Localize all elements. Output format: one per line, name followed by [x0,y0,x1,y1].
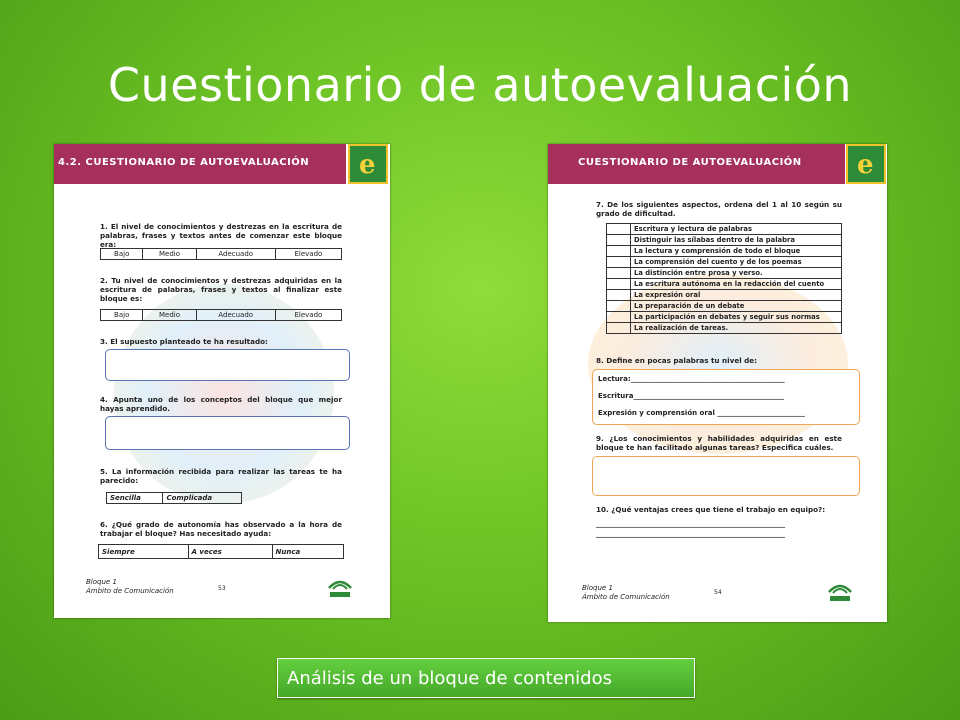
q9-answer-box[interactable] [592,456,860,496]
left-questionnaire-page [54,144,390,618]
q2-option[interactable]: Medio [143,310,196,321]
q4-answer-box[interactable] [105,416,350,450]
q1-option[interactable]: Bajo [101,249,143,260]
q10-answer-line[interactable]: ______________________________________________________ [596,520,785,528]
e-logo-icon: e [846,144,886,184]
writing-level-field[interactable]: Escritura___________________________________________ [598,392,784,400]
page-banner: CUESTIONARIO DE AUTOEVALUACIÓN [548,144,845,184]
e-logo-icon: e [348,144,388,184]
page-number: 54 [714,589,722,596]
ranking-item: La realización de tareas. [631,323,842,334]
ranking-item: La comprensión del cuento y de los poemas [631,257,842,268]
bottom-button-label: Análisis de un bloque de contenidos [287,668,612,689]
footer-area: Ámbito de Comunicación [86,587,174,595]
question-6: 6. ¿Qué grado de autonomía has observado a la hora de trabajar el bloque? Has necesitado ayuda: [100,520,342,538]
junta-andalucia-logo-icon [326,574,354,600]
rank-cell[interactable] [607,279,631,290]
q3-answer-box[interactable] [105,349,350,381]
q1-options-table [100,248,342,260]
reading-level-field[interactable]: Lectura:____________________________________________ [598,375,785,383]
question-4: 4. Apunta uno de los conceptos del bloque que mejor hayas aprendido. [100,395,342,413]
footer-area: Ámbito de Comunicación [582,593,670,601]
right-questionnaire-page [548,144,887,622]
q5-option[interactable]: Complicada [163,493,242,504]
question-8: 8. Define en pocas palabras tu nivel de: [596,356,758,365]
content-block-analysis-button[interactable] [277,658,695,698]
ranking-item: Escritura y lectura de palabras [631,224,842,235]
page-footer [86,578,174,596]
rank-cell[interactable] [607,290,631,301]
ranking-item: La participación en debates y seguir sus normas [631,312,842,323]
q2-option[interactable]: Adecuado [196,310,275,321]
question-7: 7. De los siguientes aspectos, ordena del 1 al 10 según su grado de dificultad. [596,200,842,218]
ranking-item: La escritura autónoma en la redacción del cuento [631,279,842,290]
question-5: 5. La información recibida para realizar las tareas te ha parecido: [100,467,342,485]
footer-block: Bloque 1 [86,578,117,586]
rank-cell[interactable] [607,268,631,279]
footer-block: Bloque 1 [582,584,613,592]
q6-option[interactable]: Siempre [99,545,189,559]
q1-option[interactable]: Elevado [275,249,341,260]
question-9: 9. ¿Los conocimientos y habilidades adquiridas en este bloque te han facilitado algunas tareas? Especifica cuáles. [596,434,842,452]
rank-cell[interactable] [607,257,631,268]
junta-andalucia-logo-icon [826,578,854,604]
oral-expression-field[interactable]: Expresión y comprensión oral _________________________ [598,409,805,417]
ranking-item: Distinguir las sílabas dentro de la palabra [631,235,842,246]
q6-options-table [98,544,344,559]
q8-answer-box [592,369,860,425]
rank-cell[interactable] [607,224,631,235]
q2-options-table [100,309,342,321]
question-2: 2. Tu nivel de conocimientos y destrezas adquiridas en la escritura de palabras, frases y textos al finalizar este bloque es: [100,276,342,303]
q10-answer-line[interactable]: ______________________________________________________ [596,530,785,538]
question-10: 10. ¿Qué ventajas crees que tiene el trabajo en equipo?: [596,505,826,514]
question-1: 1. El nivel de conocimientos y destrezas en la escritura de palabras, frases y textos antes de comenzar este bloque era: [100,222,342,249]
ranking-item: La preparación de un debate [631,301,842,312]
q2-option[interactable]: Elevado [275,310,341,321]
rank-cell[interactable] [607,235,631,246]
rank-cell[interactable] [607,246,631,257]
q6-option[interactable]: A veces [188,545,272,559]
q1-option[interactable]: Adecuado [196,249,275,260]
rank-cell[interactable] [607,323,631,334]
ranking-item: La expresión oral [631,290,842,301]
ranking-item: La lectura y comprensión de todo el bloque [631,246,842,257]
q5-options-table [106,492,242,504]
q5-option[interactable]: Sencilla [107,493,163,504]
q6-option[interactable]: Nunca [272,545,344,559]
q2-option[interactable]: Bajo [101,310,143,321]
q1-option[interactable]: Medio [143,249,196,260]
rank-cell[interactable] [607,312,631,323]
q7-ranking-table [606,223,842,334]
ranking-item: La distinción entre prosa y verso. [631,268,842,279]
page-banner: 4.2. CUESTIONARIO DE AUTOEVALUACIÓN [54,144,346,184]
question-3: 3. El supuesto planteado te ha resultado: [100,337,268,346]
rank-cell[interactable] [607,301,631,312]
page-number: 53 [218,585,226,592]
slide-title: Cuestionario de autoevaluación [107,58,853,112]
page-footer [582,584,670,602]
